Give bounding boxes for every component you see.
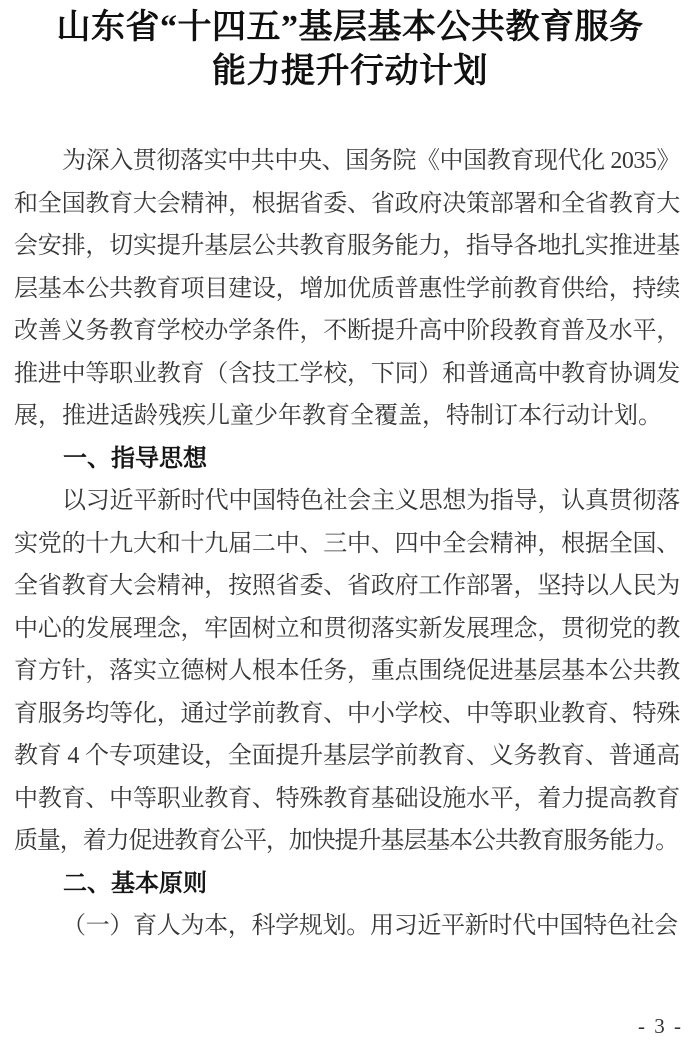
text-line: 中心的发展理念，牢固树立和贯彻落实新发展理念，贯彻党的教 — [14, 615, 680, 642]
text-line: （一）育人为本，科学规划。用习近平新时代中国特色社会 — [62, 913, 678, 939]
text-line: 和全国教育大会精神，根据省委、省政府决策部署和全省教育大 — [14, 190, 680, 217]
document-title — [0, 6, 700, 94]
text-line: 实党的十九大和十九届二中、三中、四中全会精神，根据全国、 — [14, 530, 680, 557]
document-body — [14, 140, 680, 948]
text-line: 育服务均等化，通过学前教育、中小学校、中等职业教育、特殊 — [14, 700, 680, 727]
text-line: 会安排，切实提升基层公共教育服务能力，指导各地扎实推进基 — [14, 233, 680, 259]
text-line: 中教育、中等职业教育、特殊教育基础设施水平，着力提高教育 — [14, 785, 680, 812]
section-heading-guiding-ideology: 一、指导思想 — [63, 444, 207, 472]
text-line: 展，推进适龄残疾儿童少年教育全覆盖，特制订本行动计划。 — [14, 403, 662, 429]
text-line: 以习近平新时代中国特色社会主义思想为指导，认真贯彻落 — [62, 488, 680, 514]
text-line: 质量，着力促进教育公平，加快提升基层基本公共教育服务能力。 — [14, 828, 678, 854]
text-line: 全省教育大会精神，按照省委、省政府工作部署，坚持以人民为 — [14, 573, 680, 599]
title-line-2: 能力提升行动计划 — [212, 53, 488, 90]
text-line: 教育 4 个专项建设，全面提升基层学前教育、义务教育、普通高 — [14, 743, 680, 769]
text-line: 改善义务教育学校办学条件，不断提升高中阶段教育普及水平， — [14, 318, 680, 344]
text-line: 层基本公共教育项目建设，增加优质普惠性学前教育供给，持续 — [14, 275, 680, 302]
page-number: - 3 - — [638, 1014, 683, 1038]
text-line: 育方针，落实立德树人根本任务，重点围绕促进基层基本公共教 — [14, 658, 680, 684]
section-heading-basic-principles: 二、基本原则 — [63, 869, 207, 897]
text-line: 推进中等职业教育（含技工学校，下同）和普通高中教育协调发 — [14, 360, 680, 387]
title-line-1: 山东省“十四五”基层基本公共教育服务 — [56, 9, 644, 46]
text-line: 为深入贯彻落实中共中央、国务院《中国教育现代化 2035》 — [62, 148, 680, 174]
